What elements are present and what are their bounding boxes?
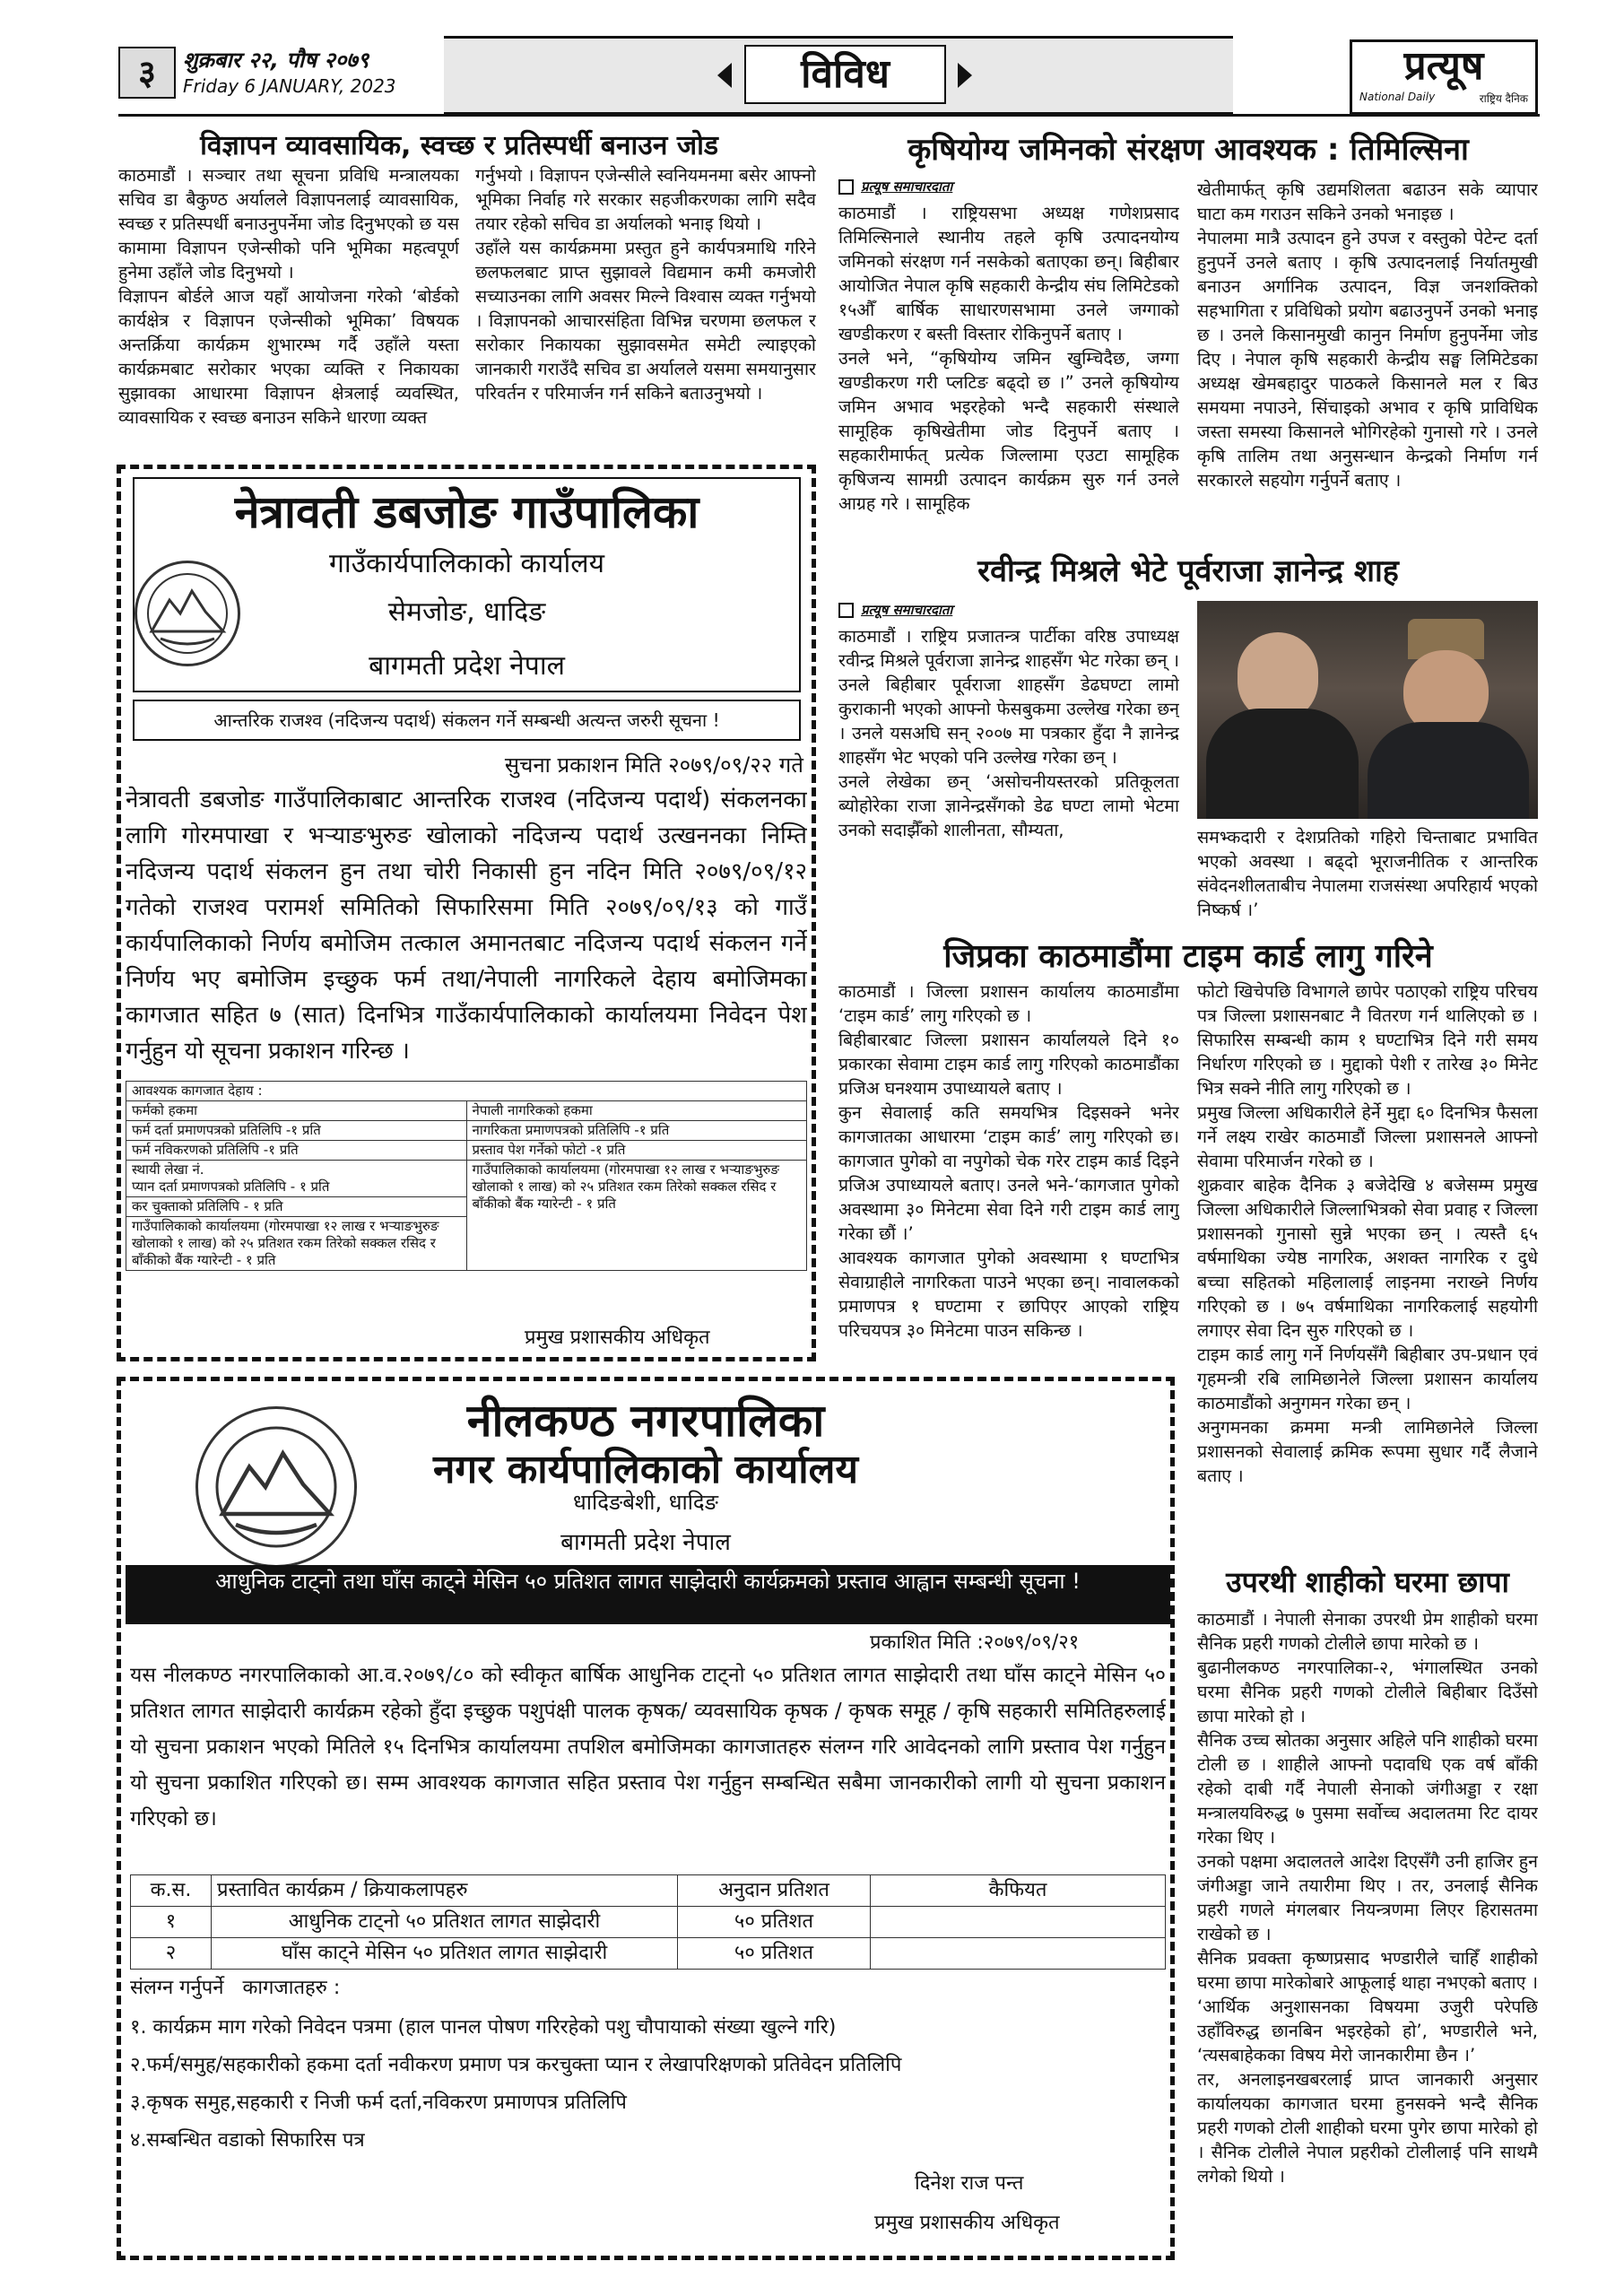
art4-headline: जिप्रका काठमाडौंमा टाइम कार्ड लागु गरिने xyxy=(943,938,1433,975)
art5-body: काठमाडौं । नेपाली सेनाका उपरथी प्रेम शाहीको घरमा सैनिक प्रहरी गणको टोलीले छापा मारेको छ । बुढानीलकण्ठ नगरपालिका-२, भंगालस्थित उनको घरमा सैनिक प्रहरी गणको टोलीले बिहीबार दिउँसो छापा मारेको हो । सैनिक उच्च स्रोतका अनुसार अहिले पनि शाहीको घरमा टोली छ । शाहीले आफ्नो पदावधि एक वर्ष बाँकी रहेको दाबी गर्दै नेपाली सेनाको जंगीअड्डा र रक्षा मन्त्रालयविरुद्ध ७ पुसमा सर्वोच्च अदालतमा रिट दायर गरेका थिए । उनको पक्षमा अदालतले आदेश दिएसँगै उनी हाजिर हुन जंगीअड्डा जाने तयारीमा थिए । तर, उनलाई सैनिक प्रहरी गणले मंगलबार नियन्त्रणमा लिएर हिरासतमा राखेको छ । सैनिक प्रवक्ता कृष्णप्रसाद भण्डारीले चाहिँ शाहीको घरमा छापा मारेकोबारे आफूलाई थाहा नभएको बताए । ‘आर्थिक अनुशासनका विषयमा उजुरी परेपछि उहाँविरुद्ध छानबिन भइरहेको हो’, भण्डारीले भने, ‘त्यसबाहेकका विषय मेरो जानकारीमा छैन ।’ तर, अनलाइनखबरलाई प्राप्त जानकारी अनुसार कार्यालयका कागजात घरमा हुनसक्ने भन्दै सैनिक प्रहरी गणको टोली शाहीको घरमा पुगेर छापा मारेको हो । सैनिक टोलीले नेपाल प्रहरीको टोलीलाई पनि साथमै लगेको थियो । xyxy=(1197,1609,1538,2187)
logo-sub-left: National Daily xyxy=(1359,91,1436,103)
art4-col2: फोटो खिचेपछि विभागले छापेर पठाएको राष्ट्रिय परिचय पत्र जिल्ला प्रशासनबाट नै वितरण गर्न थालिएको छ । सिफारिस सम्बन्धी काम १ घण्टाभित्र दिने गरी समय निर्धारण गरिएको छ । मुद्दाको पेशी र तारेख ३० मिनेट भित्र सक्ने नीति लागु गरिएको छ । प्रमुख जिल्ला अधिकारीले हेर्ने मुद्दा ६० दिनभित्र फैसला गर्ने लक्ष्य राखेर काठमाडौं जिल्ला प्रशासनले आफ्नो सेवामा परिमार्जन गरेको छ । शुक्रवार बाहेक दैनिक ३ बजेदेखि ४ बजेसम्म प्रमुख जिल्ला अधिकारीले जिल्लाभित्रको सेवा प्रवाह र जिल्ला प्रशासनको गुनासो सुन्ने भएका छन् । त्यस्तै ६५ वर्षमाथिका ज्येष्ठ नागरिक, अशक्त नागरिक र दुधे बच्चा सहितको महिलालाई लाइनमा नराख्ने निर्णय गरिएको छ । ७५ वर्षमाथिका नागरिकलाई सहयोगी लगाएर सेवा दिन सुरु गरिएको छ । टाइम कार्ड लागु गर्ने निर्णयसँगै बिहीबार उप-प्रधान एवं गृहमन्त्री रबि लामिछानेले जिल्ला प्रशासन कार्यालय काठमाडौंको अनुगमन गरेका छन् । अनुगमनका क्रममा मन्त्री लामिछानेले जिल्ला प्रशासनको सेवालाई क्रमिक रूपमा सुधार गर्दै लैजाने बताए । xyxy=(1197,981,1538,1486)
art3-col1: काठमाडौं । राष्ट्रिय प्रजातन्त्र पार्टीका वरिष्ठ उपाध्यक्ष रवीन्द्र मिश्रले पूर्वराजा ज्ञानेन्द्र शाहसँग भेट गरेका छन् । उनले बिहीबार पूर्वराजा शाहसँग डेढघण्टा लामो कुराकानी भएको आफ्नो फेसबुकमा उल्लेख गरेका छन् । उनले यसअघि सन् २००७ मा पत्रकार हुँदा नै ज्ञानेन्द्र शाहसँग भेट भएको पनि उल्लेख गरेका छन् । उनले लेखेका छन् ‘असोचनीयस्तरको प्रतिकूलता ब्योहोरेका राजा ज्ञानेन्द्रसँगको डेढ घण्टा लामो भेटमा उनको सदाझैँको शालीनता, सौम्यता, xyxy=(838,626,1179,840)
notice1-signatory: प्रमुख प्रशासकीय अधिकृत xyxy=(525,1326,710,1349)
logo-sub-right: राष्ट्रिय दैनिक xyxy=(1479,92,1528,105)
table-cell: १ xyxy=(131,1907,212,1938)
notice1-office: गाउँकार्यपालिकाको कार्यालय xyxy=(328,548,605,579)
attach-heading: संलग्न गर्नुपर्ने कागजातहरु : xyxy=(130,1977,341,1999)
table-header: क.स. xyxy=(131,1875,212,1907)
notice2-date: प्रकाशित मिति :२०७९/०९/२१ xyxy=(870,1631,1080,1654)
art4-col1: काठमाडौं । जिल्ला प्रशासन कार्यालय काठमाडौंमा ‘टाइम कार्ड’ लागु गरिएको छ । बिहीबारबाट जिल्ला प्रशासन कार्यालयले दिने १० प्रकारका सेवामा टाइम कार्ड लागु गरिएको काठमाडौंका प्रजिअ घनश्याम उपाध्यायले बताए । कुन सेवालाई कति समयभित्र दिइसक्ने भनेर कागजातका आधारमा ‘टाइम कार्ड’ लागु गरिएको छ। कागजात पुगेको वा नपुगेको चेक गरेर टाइम कार्ड दिइने प्रजिअ उपाध्यायले बताए। उनले भने-‘कागजात पुगेको अवस्थामा ३० मिनेटमा सेवा दिने गरी टाइम कार्ड लागु गरेका छौं ।’ आवश्यक कागजात पुगेको अवस्थामा १ घण्टाभित्र सेवाग्राहीले नागरिकता पाउने भएका छन्। नावालकको प्रमाणपत्र १ घण्टामा र छापिएर आएको राष्ट्रिय परिचयपत्र ३० मिनेटमा पाउन सकिन्छ । xyxy=(838,981,1179,1341)
notice2-title2: नगर कार्यपालिकाको कार्यालय xyxy=(433,1447,858,1492)
table-row xyxy=(131,1938,1166,1970)
nepal-emblem-icon xyxy=(195,1406,357,1568)
meeting-photo xyxy=(1197,601,1538,819)
citizen-item: नागरिकता प्रमाणपत्रको प्रतिलिपि -१ प्रति xyxy=(467,1121,807,1141)
table-row xyxy=(131,1907,1166,1938)
attach-item: ३.कृषक समुह,सहकारी र निजी फर्म दर्ता,नविकरण प्रमाणपत्र प्रतिलिपि xyxy=(130,2092,627,2114)
citizen-item: गाउँपालिकाको कार्यालयमा (गोरमपाखा १२ लाख र भऱ्याङभुरुङ खोलाको १ लाख) को २५ प्रतिशत रकम तिरेको सक्कल रसिद र बाँकीको बैंक ग्यारेन्टी - १ प्रति xyxy=(472,1161,779,1212)
attach-item: १. कार्यक्रम माग गरेको निवेदन पत्रमा (हाल पानल पोषण गरिरहेको पशु चौपायाको संख्या खुल्ने गरि) xyxy=(130,2016,837,2039)
table-header: प्रस्तावित कार्यक्रम / क्रियाकलापहरु xyxy=(212,1875,678,1907)
col-citizen: नेपाली नागरिकको हकमा xyxy=(466,1101,807,1121)
section-title: विविध xyxy=(744,45,946,104)
citizen-item: प्रस्ताव पेश गर्नेको फोटो -१ प्रति xyxy=(467,1141,807,1161)
notice2-table xyxy=(130,1874,1166,1970)
notice1-subject: आन्तरिक राजश्व (नदिजन्य पदार्थ) संकलन गर्ने सम्बन्धी अत्यन्त जरुरी सूचना ! xyxy=(133,700,801,741)
triangle-left-icon xyxy=(717,63,732,88)
art3-col2: समभ्कदारी र देशप्रतिको गहिरो चिन्ताबाट प्रभावित भएको अवस्था । बढ्दो भूराजनीतिक र आन्तरिक संवेदनशीलताबीच नेपालमा राजसंस्था अपरिहार्य भएको निष्कर्ष ।’ xyxy=(1197,827,1538,920)
firm-item: फर्म नविकरणको प्रतिलिपि -१ प्रति xyxy=(126,1141,466,1161)
docs-heading: आवश्यक कागजात देहाय : xyxy=(126,1081,807,1100)
date-nepali: शुक्रबार २२, पौष २०७९ xyxy=(183,48,369,73)
triangle-right-icon xyxy=(958,63,972,88)
notice2-title1: नीलकण्ठ नगरपालिका xyxy=(466,1395,825,1447)
table-header: अनुदान प्रतिशत xyxy=(678,1875,871,1907)
notice1-body: नेत्रावती डबजोङ गाउँपालिकाबाट आन्तरिक राजश्व (नदिजन्य पदार्थ) संकलनका लागि गोरमपाखा र भऱ्याङभुरुङ खोलाको नदिजन्य पदार्थ उत्खननका निम्ति नदिजन्य पदार्थ संकलन हुन तथा चोरी निकासी हुन नदिन मिति २०७९/०९/१२ गतेको राजश्व परामर्श समितिको सिफारिसमा मिति २०७९/०९/१३ को गाउँ कार्यपालिकाको निर्णय बमोजिम तत्काल अमानतबाट नदिजन्य पदार्थ संकलन गर्ने निर्णय भए बमोजिम इच्छुक फर्म तथा/नेपाली नागरिकले देहाय बमोजिमका कागजात सहित ७ (सात) दिनभित्र गाउँकार्यपालिकाको कार्यालयमा निवेदन पेश गर्नुहुन यो सूचना प्रकाशन गरिन्छ । xyxy=(126,787,807,1065)
col-firm: फर्मको हकमा xyxy=(126,1101,467,1121)
notice2-place: धादिङबेशी, धादिङ xyxy=(573,1490,718,1515)
art3-headline: रवीन्द्र मिश्रले भेटे पूर्वराजा ज्ञानेन्द्र शाह xyxy=(977,553,1399,589)
notice1-title: नेत्रावती डबजोङ गाउँपालिका xyxy=(234,486,699,538)
table-cell xyxy=(871,1938,1166,1970)
notice1-place: सेमजोङ, धादिङ xyxy=(387,596,546,628)
masthead-logo xyxy=(1350,39,1538,115)
art1-headline: विज्ञापन व्यावसायिक, स्वच्छ र प्रतिस्पर्धी बनाउन जोड xyxy=(200,130,718,161)
notice2-body: यस नीलकण्ठ नगरपालिकाको आ.व.२०७९/८० को स्वीकृत बार्षिक आधुनिक टाट्नो ५० प्रतिशत लागत साझेदारी तथा घाँस काट्ने मेसिन ५० प्रतिशत लागत साझेदारी कार्यक्रम रहेको हुँदा इच्छुक पशुपंक्षी पालक कृषक/ व्यवसायिक कृषक / कृषक समूह / कृषि सहकारी समितिहरुलाई यो सुचना प्रकाशन भएको मितिले १५ दिनभित्र कार्यालयमा तपशिल बमोजिमका कागजातहरु संलग्न गरि आवेदनको लागि प्रस्ताव पेश गर्नुहुन यो सुचना प्रकाशित गरिएको छ। सम्म आवश्यक कागजात सहित प्रस्ताव पेश गर्नुहुन सम्बन्धित सबैमा जानकारीको लागी यो सुचना प्रकाशन गरिएको छ। xyxy=(130,1664,1166,1831)
notice2-subject: आधुनिक टाट्नो तथा घाँस काट्ने मेसिन ५० प्रतिशत लागत साझेदारी कार्यक्रमको प्रस्ताव आह्वान सम्बन्धी सूचना ! xyxy=(126,1565,1170,1624)
table-header: कैफियत xyxy=(871,1875,1166,1907)
art2-col1: काठमाडौं । राष्ट्रियसभा अध्यक्ष गणेशप्रसाद तिमिल्सिनाले स्थानीय तहले कृषि उत्पादनयोग्य जमिनको संरक्षण गर्न नसकेको बताएका छन्। बिहीबार आयोजित नेपाल कृषि सहकारी केन्द्रीय संघ लिमिटेडको १५औँ बार्षिक साधारणसभामा उनले जग्गाको खण्डीकरण र बस्ती विस्तार रोकिनुपर्ने बताए । उनले भने, “कृषियोग्य जमिन खुम्चिदैछ, जग्गा खण्डीकरण गरी प्लटिङ बढ्दो छ ।” उनले कृषियोग्य जमिन अभाव भइरहेको भन्दै सहकारी संस्थाले सामूहिक कृषिखेतीमा जोड दिनुपर्ने बताए । सहकारीमार्फत् प्रत्येक जिल्लामा एउटा सामूहिक कृषिजन्य सामग्री उत्पादन कार्यक्रम सुरु गर्न उनले आग्रह गरे । सामूहिक xyxy=(838,203,1179,514)
table-cell xyxy=(871,1907,1166,1938)
date-english: Friday 6 JANUARY, 2023 xyxy=(183,75,396,97)
art5-headline: उपरथी शाहीको घरमा छापा xyxy=(1226,1565,1509,1599)
art3-byline: प्रत्यूष समाचारदाता xyxy=(838,601,952,619)
firm-item: फर्म दर्ता प्रमाणपत्रको प्रतिलिपि -१ प्रति xyxy=(126,1121,466,1141)
attach-list xyxy=(130,2009,1161,2160)
logo-text: प्रत्यूष xyxy=(1403,43,1484,89)
table-cell: ५० प्रतिशत xyxy=(678,1907,871,1938)
page-number: ३ xyxy=(118,47,176,99)
art2-byline: प्रत्यूष समाचारदाता xyxy=(838,178,952,196)
table-cell: आधुनिक टाट्नो ५० प्रतिशत लागत साझेदारी xyxy=(212,1907,678,1938)
signer-title: प्रमुख प्रशासकीय अधिकृत xyxy=(874,2212,1060,2234)
notice1-date: सुचना प्रकाशन मिति २०७९/०९/२२ गते xyxy=(504,752,803,778)
notice2-province: बागमती प्रदेश नेपाल xyxy=(560,1529,731,1556)
art1-col2: गर्नुभयो । विज्ञापन एजेन्सीले स्वनियमनमा बसेर आफ्नो भूमिका निर्वाह गरे सरकार सहजीकरणका लागि सदैव तयार रहेको सचिव डा अर्यालको भनाइ थियो । उहाँले यस कार्यक्रममा प्रस्तुत हुने कार्यपत्रमाथि गरिने छलफलबाट प्राप्त सुझावले विद्यमान कमी कमजोरी सच्याउनका लागि अवसर मिल्ने विश्वास व्यक्त गर्नुभयो । विज्ञापनको आचारसंहिता विभिन्न चरणमा छलफल र सरोकार निकायका सुझावसमेत समेटी ल्याइएको जानकारी गराउँदै सचिव डा अर्यालले यसमा समयानुसार परिवर्तन र परिमार्जन गर्न सकिने बताउनुभयो । xyxy=(475,165,816,404)
signer-name: दिनेश राज पन्त xyxy=(915,2172,1024,2195)
table-cell: २ xyxy=(131,1938,212,1970)
art2-headline: कृषियोग्य जमिनको संरक्षण आवश्यक : तिमिल्सिना xyxy=(908,132,1469,168)
notice1-docs xyxy=(126,1081,807,1271)
notice1-province: बागमती प्रदेश नेपाल xyxy=(369,650,565,682)
art2-col2: खेतीमार्फत् कृषि उद्यमशिलता बढाउन सके व्यापार घाटा कम गराउन सकिने उनको भनाइछ । नेपालमा मात्रै उत्पादन हुने उपज र वस्तुको पेटेन्ट दर्ता हुनुपर्ने उनले बताए । कृषि उत्पादनलाई निर्यातमुखी बनाउन अर्गानिक उत्पादन, विज्ञ जनशक्तिको सहभागिता र प्रविधिको प्रयोग बढाउनुपर्ने उनको भनाइ छ । उनले किसानमुखी कानुन निर्माण हुनुपर्नेमा जोड दिए । नेपाल कृषि सहकारी केन्द्रीय सङ्घ लिमिटेडका अध्यक्ष खेमबहादुर पाठकले किसानले मल र बिउ समयमा नपाउने, सिंचाइको अभाव र कृषि प्राविधिक जस्ता समस्या किसानले भोगिरहेको गुनासो गरे । उनले कृषि तालिम तथा अनुसन्धान केन्द्रको निर्माण गर्न सरकारले सहयोग गर्नुपर्ने बताए । xyxy=(1197,179,1538,491)
table-cell: ५० प्रतिशत xyxy=(678,1938,871,1970)
firm-item: गाउँपालिकाको कार्यालयमा (गोरमपाखा १२ लाख र भऱ्याङभुरुङ खोलाको १ लाख) को २५ प्रतिशत रकम तिरेको सक्कल रसिद र बाँकीको बैंक ग्यारेन्टी - १ प्रति xyxy=(132,1218,439,1268)
attach-item: ४.सम्बन्धित वडाको सिफारिस पत्र xyxy=(130,2129,365,2152)
table-cell: घाँस काट्ने मेसिन ५० प्रतिशत लागत साझेदारी xyxy=(212,1938,678,1970)
firm-item: कर चुक्ताको प्रतिलिपि - १ प्रति xyxy=(126,1197,466,1217)
firm-item: स्थायी लेखा नं. प्यान दर्ता प्रमाणपत्रको प्रतिलिपि - १ प्रति xyxy=(126,1161,466,1197)
attach-item: २.फर्म/समुह/सहकारीको हकमा दर्ता नवीकरण प्रमाण पत्र करचुक्ता प्यान र लेखापरिक्षणको प्रतिवेदन प्रतिलिपि xyxy=(130,2054,902,2076)
art1-col1: काठमाडौं । सञ्चार तथा सूचना प्रविधि मन्त्रालयका सचिव डा बैकुण्ठ अर्यालले विज्ञापनलाई व्यावसायिक, स्वच्छ र प्रतिस्पर्धी बनाउनुपर्नेमा जोड दिनुभएको छ यस कामामा विज्ञापन एजेन्सीको पनि भूमिका महत्वपूर्ण हुनेमा उहाँले जोड दिनुभयो । विज्ञापन बोर्डले आज यहाँ आयोजना गरेको ‘बोर्डको कार्यक्षेत्र र विज्ञापन एजेन्सीको भूमिका’ विषयक अन्तर्क्रिया कार्यक्रम शुभारम्भ गर्दै उहाँले यस्ता कार्यक्रमबाट सरोकार भएका व्यक्ति र निकायका सुझावका आधारमा विज्ञापन क्षेत्रलाई व्यवस्थित, व्यावसायिक र स्वच्छ बनाउन सकिने धारणा व्यक्त xyxy=(118,165,459,428)
